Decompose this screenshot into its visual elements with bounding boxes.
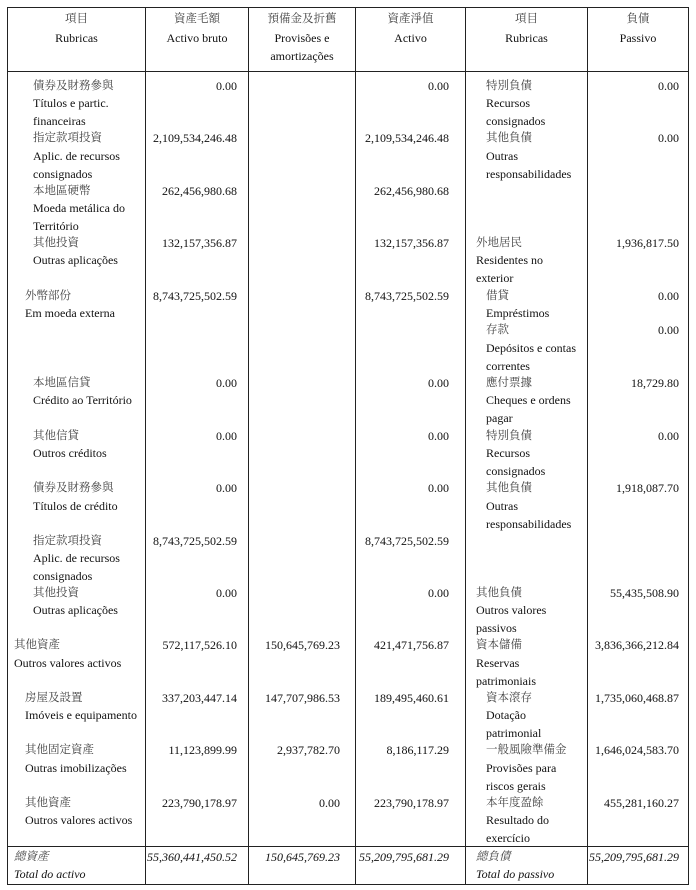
liability-label-zh: 應付票據 xyxy=(486,377,532,389)
asset-liquido-value: 8,186,117.29 xyxy=(386,743,449,757)
liability-label-zh: 其他負債 xyxy=(476,587,522,599)
asset-label-zh: 本地區硬幣 xyxy=(33,185,91,197)
asset-liquido-value: 0.00 xyxy=(428,429,449,443)
liability-label-pt: Cheques e ordens pagar xyxy=(486,393,571,425)
liability-value: 0.00 xyxy=(658,429,679,443)
liability-label-pt: Outros valores passivos xyxy=(476,603,547,635)
asset-bruto-value: 223,790,178.97 xyxy=(162,796,237,810)
asset-label-zh: 本地區信貸 xyxy=(33,377,91,389)
asset-label-zh: 外幣部份 xyxy=(25,290,71,302)
asset-prov-value: 2,937,782.70 xyxy=(277,743,340,757)
asset-label-zh: 其他固定資產 xyxy=(25,744,94,756)
asset-label-zh: 指定款項投資 xyxy=(33,535,102,547)
liability-label-zh: 資本滾存 xyxy=(486,692,532,704)
liability-label-zh: 特別負債 xyxy=(486,430,532,442)
header-rubricas-pt: Rubricas xyxy=(55,31,98,45)
liability-value: 55,435,508.90 xyxy=(610,586,679,600)
header-activo-zh: 資產淨值 xyxy=(387,13,434,25)
liability-value: 455,281,160.27 xyxy=(604,796,679,810)
liability-label-zh: 特別負債 xyxy=(486,80,532,92)
total-liquido-value: 55,209,795,681.29 xyxy=(359,850,449,864)
liability-label-zh: 外地居民 xyxy=(476,237,522,249)
asset-bruto-value: 0.00 xyxy=(216,586,237,600)
asset-bruto-value: 0.00 xyxy=(216,79,237,93)
liability-label-pt: Recursos consignados xyxy=(486,96,546,128)
liability-value: 1,936,817.50 xyxy=(616,236,679,250)
liability-value: 0.00 xyxy=(658,289,679,303)
total-liabilities-label-zh: 總負債 xyxy=(476,851,511,863)
column-divider xyxy=(465,7,466,885)
total-liabilities-label-pt: Total do passivo xyxy=(476,867,555,881)
asset-label-pt: Outras imobilizações xyxy=(25,761,127,775)
liability-label-zh: 資本儲備 xyxy=(476,639,522,651)
header-activo-bruto-pt: Activo bruto xyxy=(166,31,228,45)
asset-liquido-value: 0.00 xyxy=(428,376,449,390)
asset-liquido-value: 0.00 xyxy=(428,586,449,600)
liability-value: 1,918,087.70 xyxy=(616,481,679,495)
asset-bruto-value: 11,123,899.99 xyxy=(168,743,237,757)
asset-bruto-value: 262,456,980.68 xyxy=(162,184,237,198)
asset-label-pt: Outras aplicações xyxy=(33,603,118,617)
asset-label-pt: Crédito ao Território xyxy=(33,393,132,407)
asset-liquido-value: 132,157,356.87 xyxy=(374,236,449,250)
asset-bruto-value: 0.00 xyxy=(216,429,237,443)
asset-label-pt: Aplic. de recursos consignados xyxy=(33,149,120,181)
header-activo-bruto-zh: 資產毛額 xyxy=(174,13,220,25)
liability-label-pt: Reservas patrimoniais xyxy=(476,656,536,688)
asset-prov-value: 147,707,986.53 xyxy=(265,691,340,705)
liability-value: 0.00 xyxy=(658,79,679,93)
asset-label-zh: 債券及財務參與 xyxy=(33,482,114,494)
asset-label-zh: 其他投資 xyxy=(33,587,79,599)
liability-value: 3,836,366,212.84 xyxy=(595,638,679,652)
asset-label-pt: Títulos e partic. financeiras xyxy=(33,96,109,128)
asset-bruto-value: 0.00 xyxy=(216,376,237,390)
asset-bruto-value: 572,117,526.10 xyxy=(162,638,237,652)
asset-label-pt: Outros créditos xyxy=(33,446,107,460)
liability-label-pt: Outras responsabilidades xyxy=(486,499,572,531)
header-passivo-pt: Passivo xyxy=(619,31,657,45)
asset-liquido-value: 8,743,725,502.59 xyxy=(365,289,449,303)
asset-liquido-value: 0.00 xyxy=(428,481,449,495)
liability-label-pt: Resultado do exercício xyxy=(486,813,549,845)
asset-label-pt: Moeda metálica do Território xyxy=(33,201,125,233)
header-rubricas-passivo-zh: 項目 xyxy=(515,13,538,25)
asset-label-pt: Títulos de crédito xyxy=(33,499,118,513)
asset-bruto-value: 0.00 xyxy=(216,481,237,495)
total-assets-label-pt: Total do activo xyxy=(14,867,86,881)
header-rubricas-zh: 項目 xyxy=(65,13,88,25)
liability-label-zh: 一般風險準備金 xyxy=(486,744,567,756)
asset-label-zh: 其他信貸 xyxy=(33,430,79,442)
asset-label-zh: 其他資產 xyxy=(25,797,71,809)
liability-label-zh: 其他負債 xyxy=(486,132,532,144)
asset-label-pt: Outros valores activos xyxy=(25,813,133,827)
asset-label-zh: 指定款項投資 xyxy=(33,132,102,144)
asset-label-zh: 債券及財務參與 xyxy=(33,80,114,92)
liability-label-pt: Dotação patrimonial xyxy=(486,708,542,740)
liability-value: 1,735,060,468.87 xyxy=(595,691,679,705)
asset-liquido-value: 2,109,534,246.48 xyxy=(365,131,449,145)
asset-label-zh: 其他投資 xyxy=(33,237,79,249)
column-divider xyxy=(7,7,8,885)
header-rubricas-passivo-pt: Rubricas xyxy=(505,31,548,45)
asset-label-zh: 房屋及設置 xyxy=(25,692,83,704)
column-divider xyxy=(688,7,689,885)
asset-label-zh: 其他資產 xyxy=(14,639,60,651)
asset-bruto-value: 8,743,725,502.59 xyxy=(153,534,237,548)
total-assets-label-zh: 總資產 xyxy=(14,851,49,863)
liability-value: 18,729.80 xyxy=(631,376,679,390)
liability-label-pt: Empréstimos xyxy=(486,306,550,320)
liability-label-zh: 其他負債 xyxy=(486,482,532,494)
asset-prov-value: 150,645,769.23 xyxy=(265,638,340,652)
asset-label-pt: Outras aplicações xyxy=(33,253,118,267)
liability-value: 0.00 xyxy=(658,323,679,337)
asset-bruto-value: 2,109,534,246.48 xyxy=(153,131,237,145)
liability-label-zh: 存款 xyxy=(486,324,509,336)
liability-label-pt: Outras responsabilidades xyxy=(486,149,572,181)
total-passivo-value: 55,209,795,681.29 xyxy=(589,850,679,864)
liability-label-zh: 借貸 xyxy=(486,290,509,302)
liability-label-pt: Provisões para riscos gerais xyxy=(486,761,557,793)
asset-liquido-value: 189,495,460.61 xyxy=(374,691,449,705)
header-provisoes-pt: Provisões e amortizações xyxy=(270,31,334,63)
header-passivo-zh: 負債 xyxy=(626,13,650,25)
asset-bruto-value: 8,743,725,502.59 xyxy=(153,289,237,303)
asset-prov-value: 0.00 xyxy=(319,796,340,810)
asset-label-pt: Aplic. de recursos consignados xyxy=(33,551,120,583)
liability-label-pt: Residentes no exterior xyxy=(476,253,543,285)
liability-value: 0.00 xyxy=(658,131,679,145)
asset-label-pt: Outros valores activos xyxy=(14,656,122,670)
liability-label-pt: Depósitos e contas correntes xyxy=(486,341,576,373)
liability-value: 1,646,024,583.70 xyxy=(595,743,679,757)
asset-liquido-value: 421,471,756.87 xyxy=(374,638,449,652)
asset-liquido-value: 8,743,725,502.59 xyxy=(365,534,449,548)
asset-liquido-value: 262,456,980.68 xyxy=(374,184,449,198)
total-bruto-value: 55,360,441,450.52 xyxy=(147,850,237,864)
asset-bruto-value: 337,203,447.14 xyxy=(162,691,237,705)
asset-liquido-value: 223,790,178.97 xyxy=(374,796,449,810)
asset-liquido-value: 0.00 xyxy=(428,79,449,93)
liability-label-zh: 本年度盈餘 xyxy=(486,797,544,809)
total-prov-value: 150,645,769.23 xyxy=(265,850,340,864)
liability-label-pt: Recursos consignados xyxy=(486,446,546,478)
asset-bruto-value: 132,157,356.87 xyxy=(162,236,237,250)
header-provisoes-zh: 預備金及折舊 xyxy=(267,13,337,25)
asset-label-pt: Imóveis e equipamento xyxy=(25,708,137,722)
asset-label-pt: Em moeda externa xyxy=(25,306,115,320)
header-activo-pt: Activo xyxy=(394,31,427,45)
